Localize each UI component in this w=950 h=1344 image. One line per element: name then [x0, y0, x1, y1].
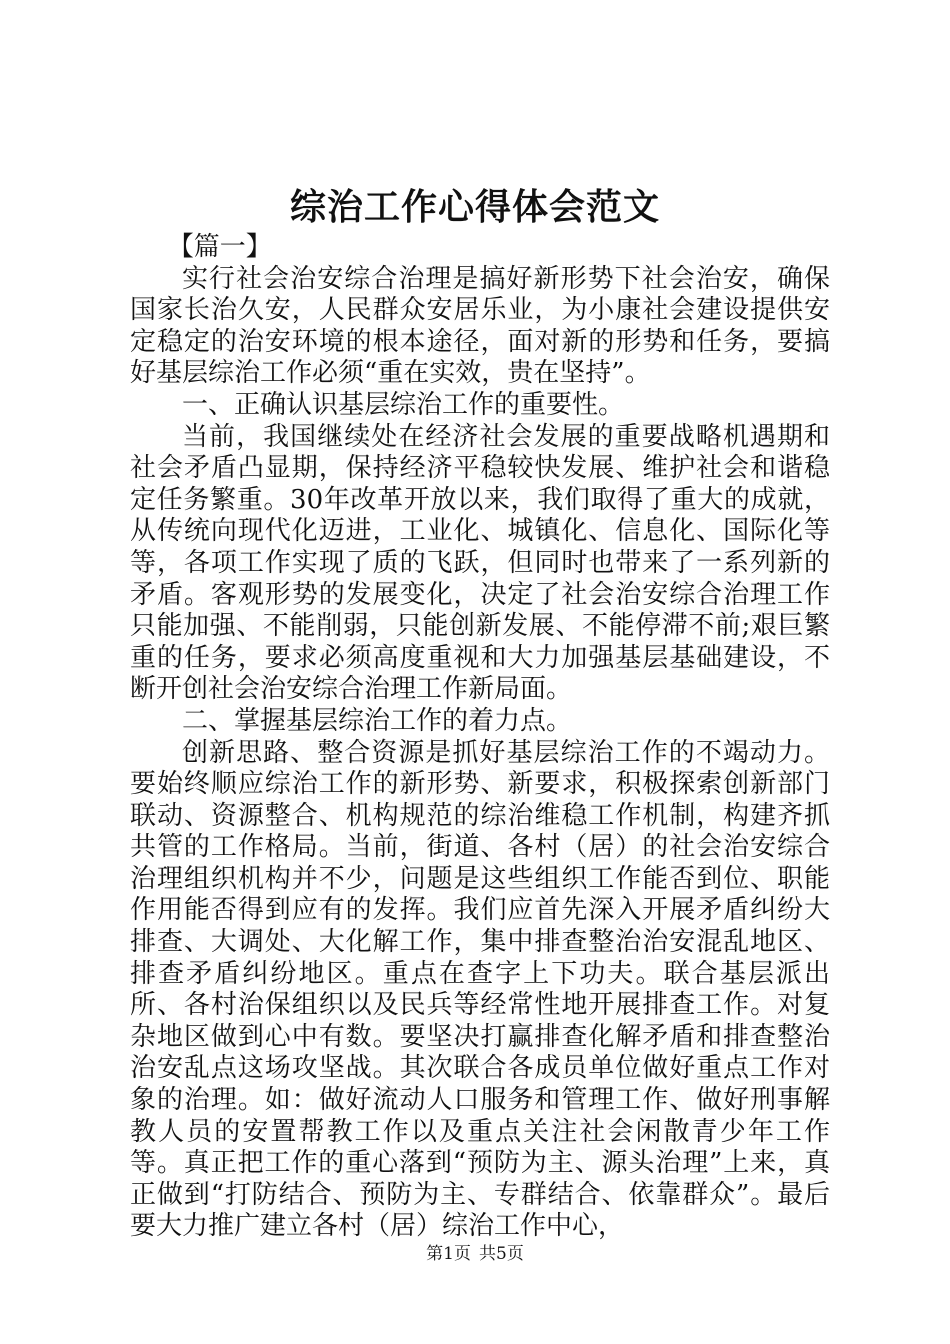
paragraph-intro: 实行社会治安综合治理是搞好新形势下社会治安，确保国家长治久安，人民群众安居乐业，为小康社会建设提供安定稳定的治安环境的根本途径，面对新的形势和任务，要搞好基层综治工作必须“重在实效，贵在坚持”。	[130, 263, 830, 389]
page-footer	[0, 1242, 950, 1266]
paragraph-section-one: 当前，我国继续处在经济社会发展的重要战略机遇期和社会矛盾凸显期，保持经济平稳较快发展、维护社会和谐稳定任务繁重。30年改革开放以来，我们取得了重大的成就，从传统向现代化迈进，工业化、城镇化、信息化、国际化等等，各项工作实现了质的飞跃，但同时也带来了一系列新的矛盾。客观形势的发展变化，决定了社会治安综合治理工作只能加强、不能削弱，只能创新发展、不能停滞不前;艰巨繁重的任务，要求必须高度重视和大力加强基层基础建设，不断开创社会治安综合治理工作新局面。	[130, 421, 830, 705]
page-number: 第1页	[426, 1244, 471, 1264]
document-body	[130, 232, 830, 1243]
paragraph-section-two: 创新思路、整合资源是抓好基层综治工作的不竭动力。要始终顺应综治工作的新形势、新要求，积极探索创新部门联动、资源整合、机构规范的综治维稳工作机制，构建齐抓共管的工作格局。当前，街道、各村（居）的社会治安综合治理组织机构并不少，问题是这些组织工作能否到位、职能作用能否得到应有的发挥。我们应首先深入开展矛盾纠纷大排查、大调处、大化解工作，集中排查整治治安混乱地区、排查矛盾纠纷地区。重点在查字上下功夫。联合基层派出所、各村治保组织以及民兵等经常性地开展排查工作。对复杂地区做到心中有数。要坚决打赢排查化解矛盾和排查整治治安乱点这场攻坚战。其次联合各成员单位做好重点工作对象的治理。如：做好流动人口服务和管理工作、做好刑事解教人员的安置帮教工作以及重点关注社会闲散青少年工作等。真正把工作的重心落到“预防为主、源头治理”上来，真正做到“打防结合、预防为主、专群结合、依靠群众”。最后要大力推广建立各村（居）综治工作中心，	[130, 737, 830, 1242]
heading-section-two: 二、掌握基层综治工作的着力点。	[182, 705, 573, 736]
heading-section-one: 一、正确认识基层综治工作的重要性。	[182, 389, 625, 420]
page-total: 共5页	[479, 1244, 524, 1264]
section-mark: 【篇一】	[167, 232, 272, 262]
document-title: 综治工作心得体会范文	[289, 186, 660, 228]
